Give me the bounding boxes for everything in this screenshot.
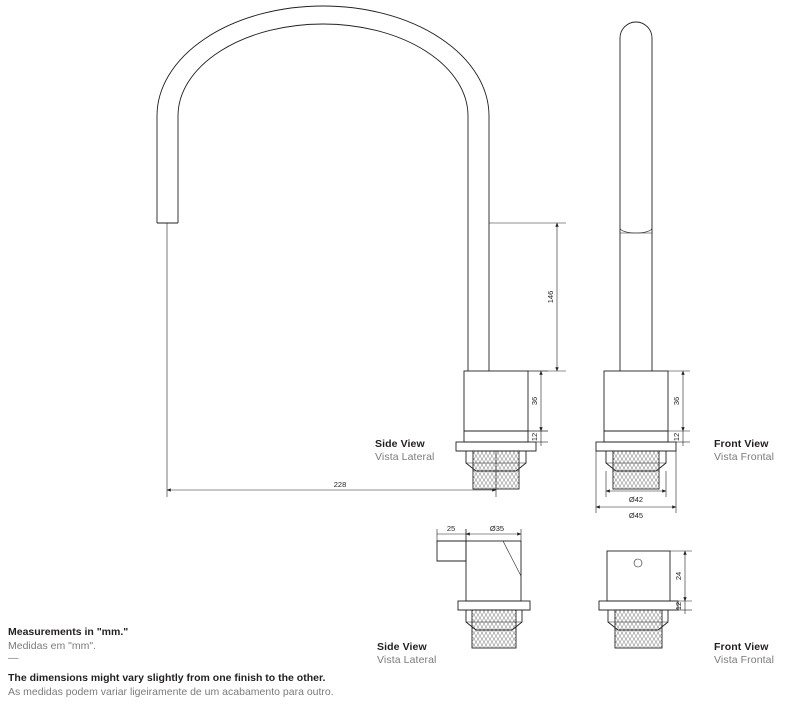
dimension-spout-body-height <box>528 371 548 431</box>
svg-text:12: 12 <box>672 432 681 442</box>
spout-side-view-geometry <box>157 6 536 489</box>
note-variance-en: The dimensions might vary slightly from one finish to the other. <box>8 671 326 684</box>
dimension-handle-collar-height <box>674 597 692 614</box>
dimension-handle-lever-length <box>437 524 466 541</box>
view-title: Side View <box>375 438 425 450</box>
dimension-spout-collar-height <box>528 427 548 446</box>
svg-text:Ø35: Ø35 <box>489 524 505 533</box>
view-label-handle-side <box>377 641 436 667</box>
dimension-handle-diameter <box>466 524 521 541</box>
notes-block <box>8 625 334 699</box>
svg-text:Ø45: Ø45 <box>628 511 644 520</box>
svg-text:12: 12 <box>530 432 539 442</box>
view-label-spout-side <box>375 438 434 464</box>
note-units-en: Measurements in "mm." <box>8 626 129 638</box>
view-subtitle: Vista Lateral <box>377 654 437 667</box>
dimension-spout-height <box>489 223 566 371</box>
svg-text:12: 12 <box>674 601 683 611</box>
svg-text:36: 36 <box>530 396 539 406</box>
note-divider: — <box>8 652 19 665</box>
view-subtitle: Vista Frontal <box>714 451 775 464</box>
view-title: Front View <box>714 641 769 653</box>
spout-front-view-geometry <box>596 22 676 489</box>
svg-text:228: 228 <box>333 480 347 489</box>
view-title: Front View <box>714 438 769 450</box>
view-subtitle: Vista Frontal <box>714 654 775 667</box>
dimension-spout-front-body-height <box>668 371 690 431</box>
view-label-handle-front <box>714 641 774 667</box>
svg-text:36: 36 <box>672 396 681 406</box>
svg-text:24: 24 <box>674 571 683 581</box>
svg-text:25: 25 <box>446 524 456 533</box>
note-variance-pt: As medidas podem variar ligeiramente de um acabamento para outro. <box>8 686 334 699</box>
note-units-pt: Medidas em "mm". <box>8 640 96 653</box>
dimension-spout-reach <box>167 223 496 497</box>
view-label-spout-front <box>714 438 774 464</box>
svg-text:Ø42: Ø42 <box>628 495 644 504</box>
handle-side-view-geometry <box>437 541 530 648</box>
dimension-spout-front-collar-height <box>672 427 690 446</box>
handle-front-view-geometry <box>599 551 678 648</box>
svg-text:146: 146 <box>546 290 555 304</box>
view-subtitle: Vista Lateral <box>375 451 435 464</box>
dimension-handle-body-height <box>670 551 692 601</box>
view-title: Side View <box>377 641 427 653</box>
